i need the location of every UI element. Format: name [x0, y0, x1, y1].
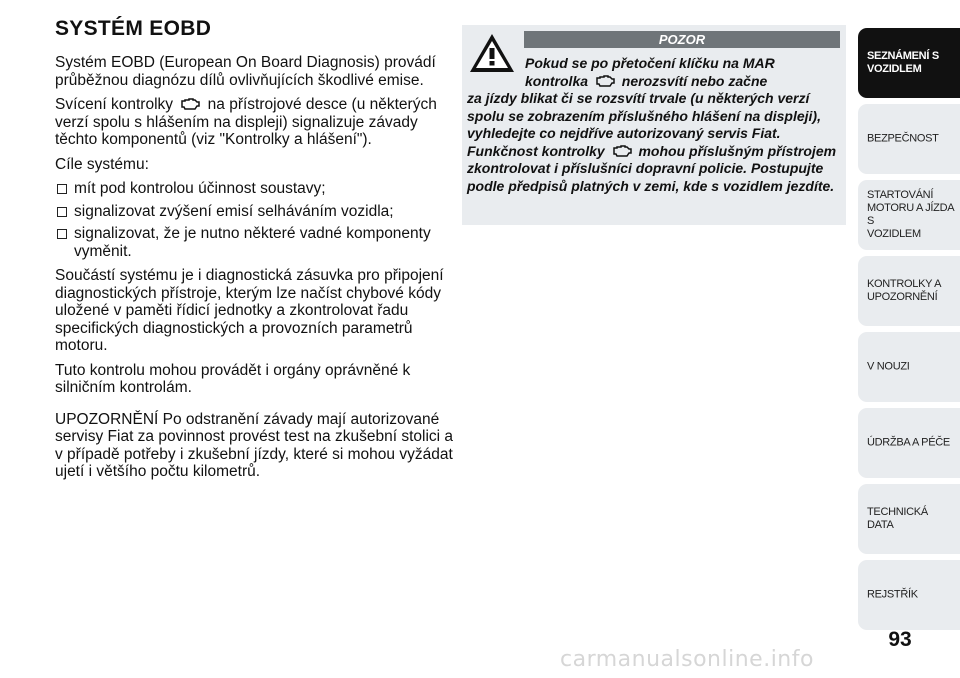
sidebar-tab-label: KONTROLKY A UPOZORNĚNÍ	[867, 278, 942, 303]
checkbox-bullet-icon	[57, 207, 67, 217]
list-item-text: signalizovat, že je nutno některé vadné komponenty vyměnit.	[74, 225, 431, 260]
warning-body-start: za jízdy blikat či se rozsvítí trvale (u některých verzí spolu se zobrazením příslušného hlášení na displeji), vyhledejte co nejdříve autorizovaný servis Fiat. Funkčnost kontrolky	[467, 90, 821, 159]
warning-title: POZOR	[524, 31, 840, 48]
warning-body-end: mohou příslušným přístrojem zkontrolovat i příslušníci dopravní policie. Postupujte podle předpisů platných v zemi, kde s vozidlem jezdíte.	[467, 142, 837, 194]
engine-check-icon	[179, 97, 201, 111]
notice-paragraph: UPOZORNĚNÍ Po odstranění závady mají autorizované servisy Fiat za povinnost provést test na zkušební stolici a v případě potřeby i zkušební jízdy, které si mohou vyžádat ujetí i většího počtu kilometrů.	[55, 410, 454, 480]
page-number: 93	[888, 628, 912, 651]
sidebar-tab-udrzba[interactable]	[858, 408, 960, 478]
sidebar-tab-seznameni[interactable]	[858, 28, 960, 98]
sidebar-tab-technicka-data[interactable]	[858, 484, 960, 554]
engine-check-icon	[611, 144, 633, 158]
section-heading: SYSTÉM EOBD	[55, 17, 212, 40]
indicator-paragraph-start: Svícení kontrolky	[55, 96, 174, 113]
goals-label: Cíle systému:	[55, 155, 149, 173]
list-item	[55, 180, 455, 198]
goals-list	[55, 180, 455, 260]
sidebar-tab-rejstrik[interactable]	[858, 560, 960, 630]
sidebar-tab-startovani[interactable]	[858, 180, 960, 250]
sidebar-tab-label: BEZPEČNOST	[867, 132, 939, 145]
sidebar-tab-kontrolky[interactable]	[858, 256, 960, 326]
list-item	[55, 225, 455, 260]
indicator-paragraph	[55, 96, 455, 149]
intro-paragraph: Systém EOBD (European On Board Diagnosis) provádí průběžnou diagnózu dílů ovlivňujících škodlivé emise.	[55, 54, 436, 89]
sidebar-tab-label: V NOUZI	[867, 360, 910, 373]
list-item-text: mít pod kontrolou účinnost soustavy;	[74, 180, 326, 197]
checkbox-bullet-icon	[57, 229, 67, 239]
warning-line-2-end: nerozsvítí nebo začne	[621, 72, 768, 89]
sidebar-tab-bezpecnost[interactable]	[858, 104, 960, 174]
sidebar-tab-label: STARTOVÁNÍ MOTORU A JÍZDA S VOZIDLEM	[867, 189, 954, 240]
authorities-paragraph: Tuto kontrolu mohou provádět i orgány oprávněné k silničním kontrolám.	[55, 361, 411, 396]
warning-text	[467, 55, 841, 195]
sidebar-tab-label: ÚDRŽBA A PÉČE	[867, 436, 950, 449]
engine-check-icon	[594, 74, 616, 88]
checkbox-bullet-icon	[57, 184, 67, 194]
main-column	[55, 12, 455, 488]
watermark: carmanualsonline.info	[560, 647, 814, 672]
diagnostic-socket-paragraph: Součástí systému je i diagnostická zásuvka pro připojení diagnostických přístroje, kterým lze načíst chybové kódy uložené v paměti řídicí jednotky a zkontrolovat řadu specifických diagnostických a provozních parametrů motoru.	[55, 267, 444, 354]
indicator-paragraph-end: na přístrojové desce (u některých verzí spolu s hlášením na displeji) signalizuje závady těchto komponentů (viz "Kontrolky a hlášení").	[55, 96, 437, 148]
list-item-text: signalizovat zvýšení emisí selháváním vozidla;	[74, 202, 394, 220]
sidebar-tab-label: TECHNICKÁ DATA	[867, 506, 928, 531]
sidebar-tab-v-nouzi[interactable]	[858, 332, 960, 402]
sidebar-tab-label: SEZNÁMENÍ S VOZIDLEM	[867, 50, 939, 75]
warning-box	[462, 25, 846, 225]
chapter-sidebar	[858, 28, 960, 636]
warning-line-2-start: kontrolka	[525, 72, 589, 89]
warning-line-2	[467, 73, 841, 91]
list-item	[55, 203, 455, 221]
warning-line-1: Pokud se po přetočení klíčku na MAR	[525, 55, 775, 71]
sidebar-tab-label: REJSTŘÍK	[867, 588, 918, 601]
